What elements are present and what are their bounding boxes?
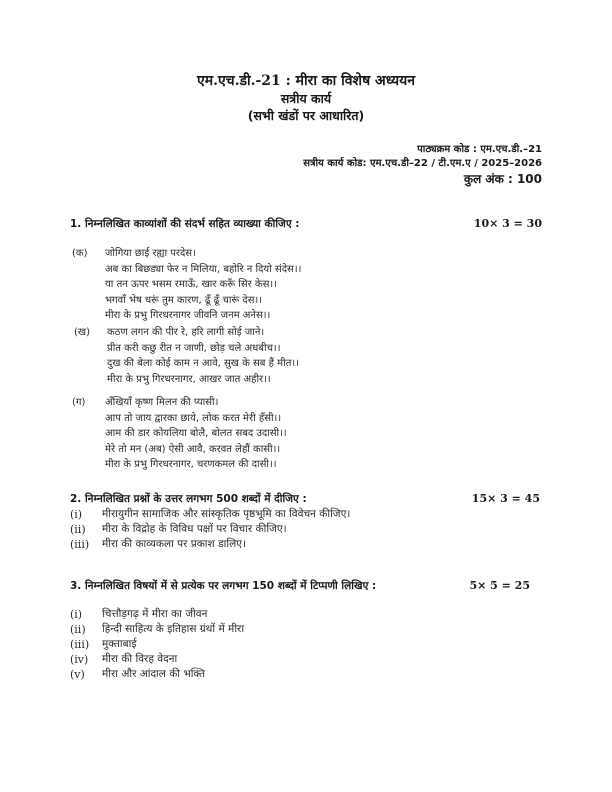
item-number: (iv) (70, 653, 89, 666)
item-text: मीरा और आंदाल की भक्ति (102, 668, 206, 680)
stanza-line: भगवाँ भेष धरूं तुम कारण, ढूँ ढूँ चारूं देस।। (105, 294, 263, 306)
question-2-marks: 15× 3 = 45 (471, 492, 540, 505)
question-1-heading (70, 217, 542, 231)
document-title: एम.एच.डी.-21 : मीरा का विशेष अध्ययन (196, 73, 416, 89)
item-number: (v) (70, 668, 85, 681)
stanza-line: या तन ऊपर भसम रमाऊँ, खार करूँ सिर केस।। (105, 279, 277, 290)
question-2-text: 2. निम्नलिखित प्रश्नों के उत्तर लगभग 500 शब्दों में दीजिए : (70, 493, 307, 505)
question-2-items (70, 507, 350, 552)
item-number: (i) (70, 508, 83, 521)
item-number: (i) (70, 608, 83, 621)
stanza-line: प्रीत करी कछु रीत न जाणी, छोड़ चले अधबीच।। (107, 342, 281, 354)
stanza-label: (ग) (72, 397, 86, 408)
stanza-ka (72, 246, 301, 324)
list-item (70, 507, 350, 522)
item-text: मीरायुगीन सामाजिक और सांस्कृतिक पृष्ठभूमि का विवेचन कीजिए। (102, 508, 351, 520)
question-3-items (70, 607, 244, 682)
stanza-line: मेरे तो मन (अब) ऐसी आवै, करवत लेहौं कासी।। (105, 443, 281, 455)
stanza-line: मीरा के प्रभु गिरधरनागर जीवनि जनम अनेस।। (105, 310, 271, 321)
item-text: मीरा के विद्रोह के विविध पक्षों पर विचार कीजिए। (102, 523, 287, 535)
item-text: मुक्ताबाई (102, 638, 137, 650)
item-number: (ii) (70, 623, 86, 636)
stanza-line: मीरा के प्रभु गिरधरनागर, चरणकमल की दासी।। (105, 459, 277, 470)
total-marks: कुल अंक : 100 (463, 172, 542, 186)
item-text: मीरा की काव्यकला पर प्रकाश डालिए। (102, 538, 246, 550)
stanza-line: आप तो जाय द्वारका छाये, लोक करत मेरी हँसी।। (105, 412, 282, 424)
item-text: हिन्दी साहित्य के इतिहास ग्रंथों में मीरा (102, 623, 245, 635)
question-2-heading (70, 492, 540, 506)
assignment-code: सत्रीय कार्य कोड: एम.एच.डी–22 / टी.एम.ए / 2025–2026 (303, 158, 542, 169)
question-3-text: 3. निम्नलिखित विषयों में से प्रत्येक पर लगभग 150 शब्दों में टिप्पणी लिखिए : (70, 580, 377, 592)
course-code: पाठ्यक्रम कोड : एम.एच.डी.–21 (417, 144, 542, 155)
list-item (70, 667, 244, 682)
list-item (70, 652, 244, 667)
stanza-line: दुख की बेला कोई काम न आवे, सुख के सब हैं मीत।। (107, 358, 299, 369)
question-1-text: 1. निम्नलिखित काव्यांशों की संदर्भ सहित व्याख्या कीजिए : (70, 218, 300, 230)
stanza-kha (74, 325, 299, 387)
item-number: (iii) (70, 538, 90, 551)
item-number: (ii) (70, 523, 86, 536)
assignment-meta (303, 143, 542, 188)
item-text: चित्तौड़गढ़ में मीरा का जीवन (102, 608, 208, 620)
stanza-line: कठण लगन की पीर रे, हरि लागी सोई जाने। (107, 327, 265, 338)
list-item (70, 522, 350, 537)
list-item (70, 607, 244, 622)
stanza-line: अँखियाँ कृष्ण मिलन की प्यासी। (105, 397, 219, 408)
stanza-line: जोगिया छाई रह्या परदेस। (105, 248, 196, 259)
list-item (70, 537, 350, 552)
stanza-label: (क) (72, 248, 88, 259)
stanza-label: (ख) (74, 327, 90, 338)
stanza-line: आम की डार कोयलिया बोलै, बोलत सबद उदासी।। (105, 428, 287, 439)
stanza-line: अब का बिछड्या फेर न मिलिया, बहोरि न दियो संदेस।। (105, 263, 302, 275)
question-1-marks: 10× 3 = 30 (473, 217, 542, 230)
document-header (0, 72, 612, 124)
document-subtitle: सत्रीय कार्य (280, 91, 332, 106)
stanza-line: मीरा के प्रभु गिरधरनागर, आखर जात अहीर।। (107, 373, 271, 385)
list-item (70, 637, 244, 652)
list-item (70, 622, 244, 637)
question-3-marks: 5× 5 = 25 (469, 579, 530, 592)
stanza-ga (72, 395, 287, 473)
item-number: (iii) (70, 638, 90, 651)
document-note: (सभी खंडों पर आधारित) (247, 108, 365, 123)
question-3-heading (70, 579, 530, 593)
item-text: मीरा की विरह वेदना (102, 653, 178, 665)
